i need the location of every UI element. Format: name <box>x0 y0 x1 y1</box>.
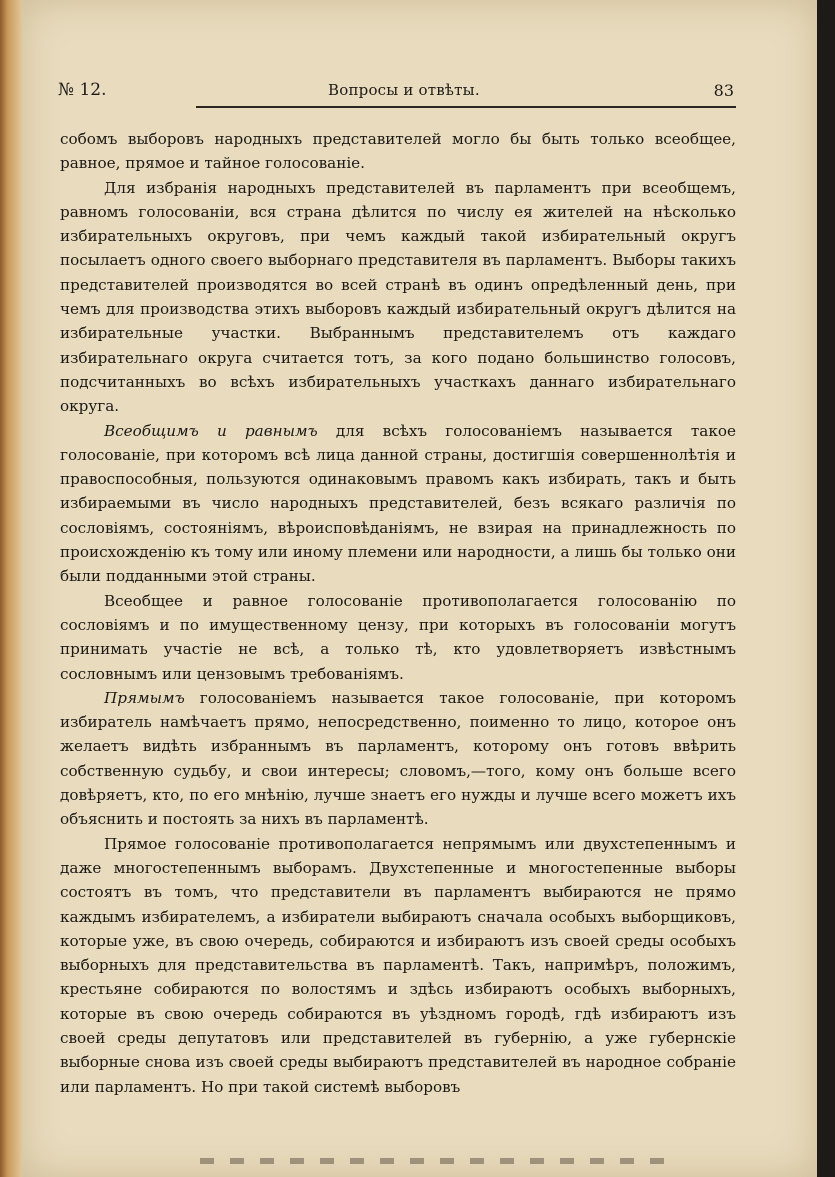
italic-term: Прямымъ <box>104 688 185 707</box>
paragraph-text: Всеобщее и равное голосованіе противополагается голосованію по сословіямъ и по имущественному цензу, при которыхъ въ голосованіи могутъ принимать участіе не всѣ, а только тѣ, кто удовлетворяетъ извѣстнымъ сословнымъ или цензовымъ требованіямъ. <box>60 591 736 683</box>
paragraph-text: Для избранія народныхъ представителей въ парламентъ при всеобщемъ, равномъ голосованіи, вся страна дѣлится по числу ея жителей на нѣсколько избирательныхъ округовъ, при чемъ каждый такой избирательный округъ посылаетъ одного своего выборнаго представителя въ парламентъ. Выборы такихъ представителей производятся во всей странѣ въ одинъ опредѣленный день, при чемъ для производства этихъ выборовъ каждый избирательный округъ дѣлится на избирательные участки. Выбраннымъ представителемъ отъ каждаго избирательнаго округа считается тотъ, за кого подано большинство голосовъ, подсчитанныхъ во всѣхъ избирательныхъ участкахъ даннаго избирательнаго округа. <box>60 178 736 416</box>
paragraph-1 <box>60 127 736 176</box>
italic-term: Всеобщимъ и равнымъ <box>104 421 318 440</box>
paragraph-5 <box>60 686 736 832</box>
book-spine-edge <box>0 0 22 1177</box>
paragraph-2 <box>60 176 736 419</box>
body-text <box>60 127 736 1099</box>
paragraph-6 <box>60 832 736 1099</box>
paragraph-text: для всѣхъ голосованіемъ называется такое голосованіе, при которомъ всѣ лица данной страны, достигшія совершеннолѣтія и правоспособныя, пользуются одинаковымъ правомъ какъ избирать, такъ и быть избираемыми въ число народныхъ представителей, безъ всякаго различія по сословіямъ, состояніямъ, вѣроисповѣданіямъ, не взирая на принадлежность по происхожденію къ тому или иному племени или народности, а лишь бы только они были подданными этой страны. <box>60 421 736 586</box>
paragraph-text: голосованіемъ называется такое голосованіе, при которомъ избиратель намѣчаетъ прямо, непосредственно, поименно то лицо, которое онъ желаетъ видѣть избраннымъ въ парламентъ, которому онъ готовъ ввѣрить собственную судьбу, и свои интересы; словомъ,—того, кому онъ больше всего довѣряетъ, кто, по его мнѣнію, лучше знаетъ его нужды и лучше всего можетъ ихъ объяснить и постоять за нихъ въ парламентѣ. <box>60 688 736 829</box>
issue-number: № 12. <box>58 80 107 100</box>
page-number: 83 <box>713 81 734 100</box>
scan-background-edge <box>817 0 835 1177</box>
paragraph-text: Прямое голосованіе противополагается непрямымъ или двухстепеннымъ и даже многостепеннымъ выборамъ. Двухстепенные и многостепенные выборы состоятъ въ томъ, что представители въ парламентъ выбираются не прямо каждымъ избирателемъ, а избиратели выбираютъ сначала особыхъ выборщиковъ, которые уже, въ свою очередь, собираются и избираютъ изъ своей среды особыхъ выборныхъ для представительства въ парламентѣ. Такъ, напримѣръ, положимъ, крестьяне собираются по волостямъ и здѣсь избираютъ особыхъ выборныхъ, которые въ свою очередь собираются въ уѣздномъ городѣ, гдѣ избираютъ изъ своей среды депутатовъ или представителей въ губернію, а уже губернскіе выборные снова изъ своей среды выбираютъ представителей въ народное собраніе или парламентъ. Но при такой системѣ выборовъ <box>60 834 736 1096</box>
bottom-ink-marks <box>200 1158 670 1164</box>
running-header <box>58 80 734 106</box>
running-title: Вопросы и отвѣты. <box>328 81 480 99</box>
paragraph-3 <box>60 419 736 589</box>
paragraph-text: собомъ выборовъ народныхъ представителей могло бы быть только всеобщее, равное, прямое и тайное голосованіе. <box>60 130 736 173</box>
paragraph-4 <box>60 589 736 686</box>
header-rule <box>196 106 736 108</box>
